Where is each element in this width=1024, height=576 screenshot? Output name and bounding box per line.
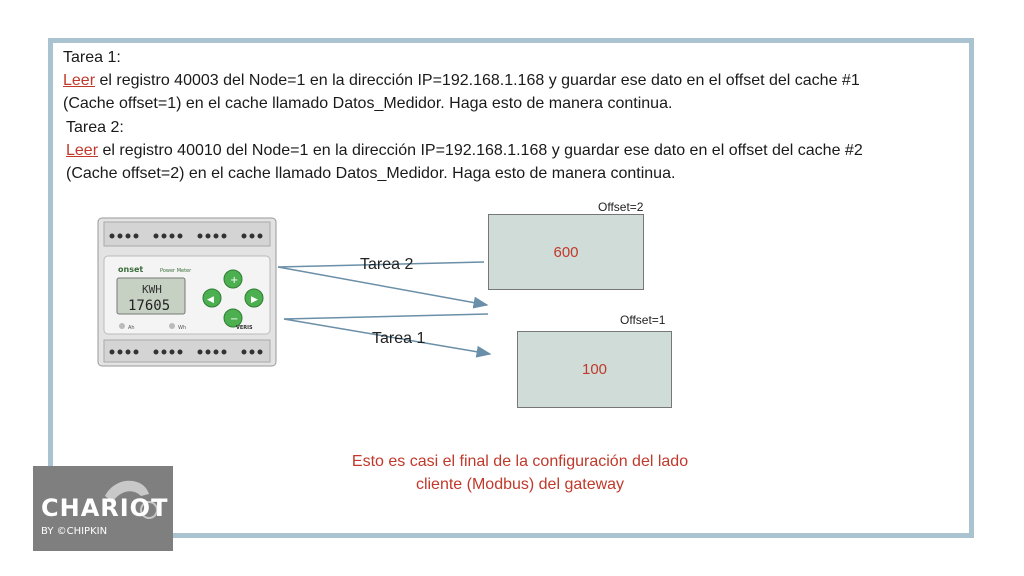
task-1-line-1-rest: el registro 40003 del Node=1 en la dirección IP=192.168.1.168 y guardar ese dato en el offset del cache #1 <box>95 72 860 89</box>
cache-offset-1-box <box>517 331 672 408</box>
arrow-label-tarea-1: Tarea 1 <box>372 330 426 347</box>
closing-note-line-2: cliente (Modbus) del gateway <box>415 476 625 493</box>
svg-text:−: − <box>230 314 239 325</box>
meter-lcd-value: 17605 <box>128 298 171 314</box>
meter-model-text: Power Meter <box>160 268 192 274</box>
task-1-line-2: (Cache offset=1) en el cache llamado Datos_Medidor. Haga esto de manera continua. <box>63 95 673 112</box>
svg-text:+: + <box>230 275 239 286</box>
meter-led-wh <box>169 323 175 329</box>
chariot-logo <box>33 466 173 551</box>
task-2-verb: Leer <box>66 142 99 159</box>
logo-byline: BY ©CHIPKIN <box>41 526 108 537</box>
cache-offset-2-label: Offset=2 <box>598 200 644 214</box>
meter-lcd-unit: KWH <box>142 283 162 296</box>
arrow-tarea-1-line <box>284 314 488 319</box>
closing-note-line-1: Esto es casi el final de la configuración del lado <box>351 453 689 470</box>
arrow-label-tarea-2: Tarea 2 <box>360 256 414 273</box>
cache-offset-2-value: 600 <box>553 243 579 261</box>
task-2-line-2: (Cache offset=2) en el cache llamado Datos_Medidor. Haga esto de manera continua. <box>66 165 676 182</box>
cache-offset-2-box <box>488 214 644 290</box>
meter-led-ah-label: Ah <box>128 325 135 331</box>
meter-led-ah <box>119 323 125 329</box>
meter-brand-text: onset <box>118 265 144 274</box>
svg-text:▶: ▶ <box>251 295 258 305</box>
cache-offset-1-label: Offset=1 <box>620 313 666 327</box>
meter-led-wh-label: Wh <box>178 325 187 331</box>
meter-maker-text: VERIS <box>236 325 253 331</box>
task-1-verb: Leer <box>63 72 96 89</box>
task-2-line-1-rest: el registro 40010 del Node=1 en la dirección IP=192.168.1.168 y guardar ese dato en el offset del cache #2 <box>98 142 863 159</box>
logo-title: CHARIOT <box>41 494 169 522</box>
cache-offset-1-value: 100 <box>581 361 608 378</box>
task-2-heading: Tarea 2: <box>66 119 124 136</box>
svg-text:◀: ◀ <box>207 295 214 305</box>
task-1-heading: Tarea 1: <box>63 49 121 66</box>
closing-note <box>300 450 740 496</box>
